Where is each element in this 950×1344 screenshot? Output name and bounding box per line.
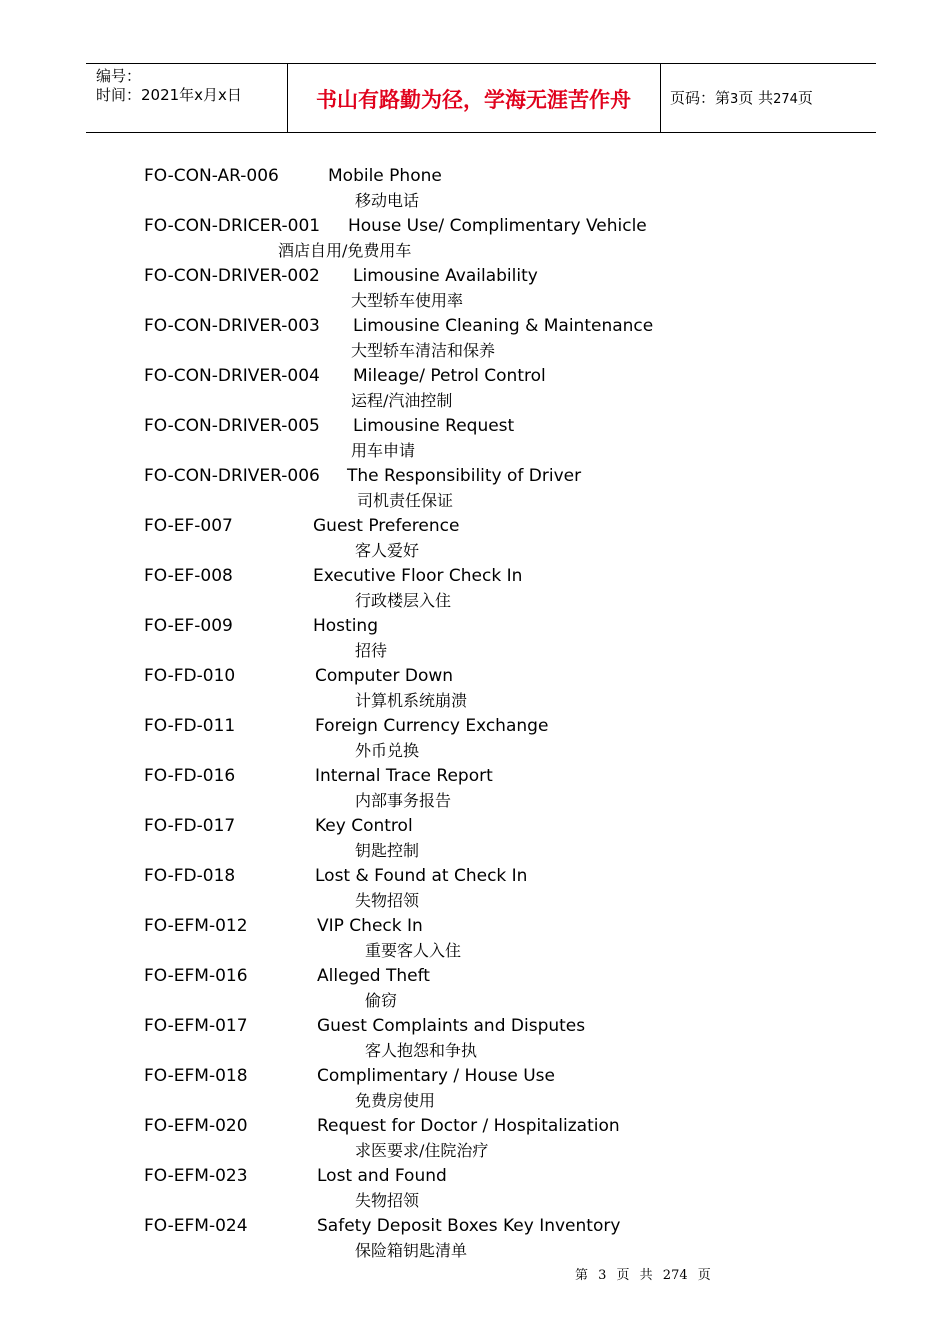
procedure-title: Lost and Found	[317, 1166, 447, 1186]
procedure-code: FO-EFM-020	[144, 1116, 248, 1136]
procedure-title-cn: 大型轿车使用率	[351, 291, 464, 310]
list-item	[0, 815, 950, 865]
procedure-title-cn: 免费房使用	[355, 1091, 436, 1110]
procedure-code: FO-EF-008	[144, 566, 233, 586]
page-suffix: 页	[797, 89, 813, 107]
procedure-title-cn: 客人抱怨和争执	[365, 1041, 478, 1060]
procedure-title: Internal Trace Report	[315, 766, 493, 786]
procedure-code: FO-FD-016	[144, 766, 236, 786]
procedure-title-cn: 移动电话	[355, 191, 420, 210]
procedure-title-cn: 酒店自用/免费用车	[278, 241, 412, 260]
procedure-code: FO-EFM-012	[144, 916, 248, 936]
procedure-title-cn: 外币兑换	[355, 741, 420, 760]
procedure-code: FO-FD-017	[144, 816, 236, 836]
list-item	[0, 1015, 950, 1065]
procedure-code: FO-FD-011	[144, 716, 236, 736]
procedure-title-cn: 偷窃	[365, 991, 398, 1010]
page-current: 3	[730, 92, 739, 107]
list-item	[0, 715, 950, 765]
procedure-title: Hosting	[313, 616, 378, 636]
list-item	[0, 1115, 950, 1165]
procedure-title: Lost & Found at Check In	[315, 866, 528, 886]
procedure-title-cn: 运程/汽油控制	[351, 391, 453, 410]
procedure-title-cn: 司机责任保证	[357, 491, 454, 510]
procedure-title: Alleged Theft	[317, 966, 430, 986]
list-item	[0, 565, 950, 615]
procedure-title: VIP Check In	[317, 916, 423, 936]
procedure-title-cn: 求医要求/住院治疗	[355, 1141, 489, 1160]
procedure-title: Mobile Phone	[328, 166, 442, 186]
procedure-title-cn: 行政楼层入住	[355, 591, 452, 610]
procedure-title: Foreign Currency Exchange	[315, 716, 549, 736]
document-time-label: 时间：2021年x月x日	[96, 86, 242, 104]
header-meta-cell	[86, 64, 288, 132]
page-header	[86, 63, 876, 133]
list-item	[0, 265, 950, 315]
header-page-cell	[661, 64, 876, 132]
page-footer: 第 3 页 共 274 页	[575, 1268, 711, 1283]
procedure-title-cn: 计算机系统崩溃	[355, 691, 468, 710]
procedure-title: Mileage/ Petrol Control	[353, 366, 546, 386]
procedure-code: FO-EFM-018	[144, 1066, 248, 1086]
procedure-code: FO-EF-009	[144, 616, 233, 636]
procedure-title: Key Control	[315, 816, 413, 836]
list-item	[0, 165, 950, 215]
procedure-code: FO-CON-DRIVER-002	[144, 266, 320, 286]
procedure-code: FO-EFM-024	[144, 1216, 248, 1236]
list-item	[0, 665, 950, 715]
list-item	[0, 215, 950, 265]
list-item	[0, 315, 950, 365]
procedure-code: FO-FD-010	[144, 666, 236, 686]
procedure-title-cn: 钥匙控制	[355, 841, 420, 860]
procedure-title: Safety Deposit Boxes Key Inventory	[317, 1216, 621, 1236]
list-item	[0, 1215, 950, 1265]
procedure-code: FO-EFM-016	[144, 966, 248, 986]
procedure-title: The Responsibility of Driver	[347, 466, 582, 486]
list-item	[0, 1165, 950, 1215]
procedure-code: FO-CON-DRICER-001	[144, 216, 321, 236]
procedure-code: FO-CON-AR-006	[144, 166, 279, 186]
procedure-title-cn: 失物招领	[355, 891, 420, 910]
procedure-code: FO-EF-007	[144, 516, 233, 536]
page-mid: 页 共	[738, 89, 774, 107]
procedure-code: FO-CON-DRIVER-003	[144, 316, 320, 336]
list-item	[0, 915, 950, 965]
procedure-title: Executive Floor Check In	[313, 566, 523, 586]
procedure-title: Guest Preference	[313, 516, 460, 536]
list-item	[0, 865, 950, 915]
procedure-code: FO-CON-DRIVER-006	[144, 466, 320, 486]
procedure-code: FO-CON-DRIVER-005	[144, 416, 320, 436]
header-page-number	[670, 89, 813, 109]
list-item	[0, 415, 950, 465]
procedure-title: Limousine Request	[353, 416, 515, 436]
header-motto: 书山有路勤为径，学海无涯苦作舟	[316, 88, 631, 112]
procedure-code: FO-FD-018	[144, 866, 236, 886]
procedure-title: Computer Down	[315, 666, 454, 686]
procedure-title-cn: 客人爱好	[355, 541, 420, 560]
procedure-title-cn: 大型轿车清洁和保养	[351, 341, 496, 360]
procedure-title: Guest Complaints and Disputes	[317, 1016, 586, 1036]
procedure-title: House Use/ Complimentary Vehicle	[348, 216, 647, 236]
procedure-title: Complimentary / House Use	[317, 1066, 555, 1086]
list-item	[0, 965, 950, 1015]
list-item	[0, 615, 950, 665]
list-item	[0, 365, 950, 415]
procedure-title-cn: 失物招领	[355, 1191, 420, 1210]
list-item	[0, 465, 950, 515]
procedure-code: FO-EFM-023	[144, 1166, 248, 1186]
procedure-title-cn: 内部事务报告	[355, 791, 452, 810]
procedure-code: FO-EFM-017	[144, 1016, 248, 1036]
page-prefix: 页码：第	[670, 89, 731, 107]
list-item	[0, 1065, 950, 1115]
procedure-title: Request for Doctor / Hospitalization	[317, 1116, 620, 1136]
procedure-code: FO-CON-DRIVER-004	[144, 366, 320, 386]
procedure-title: Limousine Availability	[353, 266, 538, 286]
procedure-title-cn: 招待	[355, 641, 388, 660]
page-total: 274	[773, 92, 798, 107]
header-motto-cell	[287, 64, 661, 132]
procedure-title-cn: 用车申请	[351, 441, 416, 460]
list-item	[0, 765, 950, 815]
list-item	[0, 515, 950, 565]
procedure-title: Limousine Cleaning & Maintenance	[353, 316, 654, 336]
procedure-title-cn: 重要客人入住	[365, 941, 462, 960]
document-code-label: 编号：	[96, 67, 142, 85]
procedure-title-cn: 保险箱钥匙清单	[355, 1241, 468, 1260]
